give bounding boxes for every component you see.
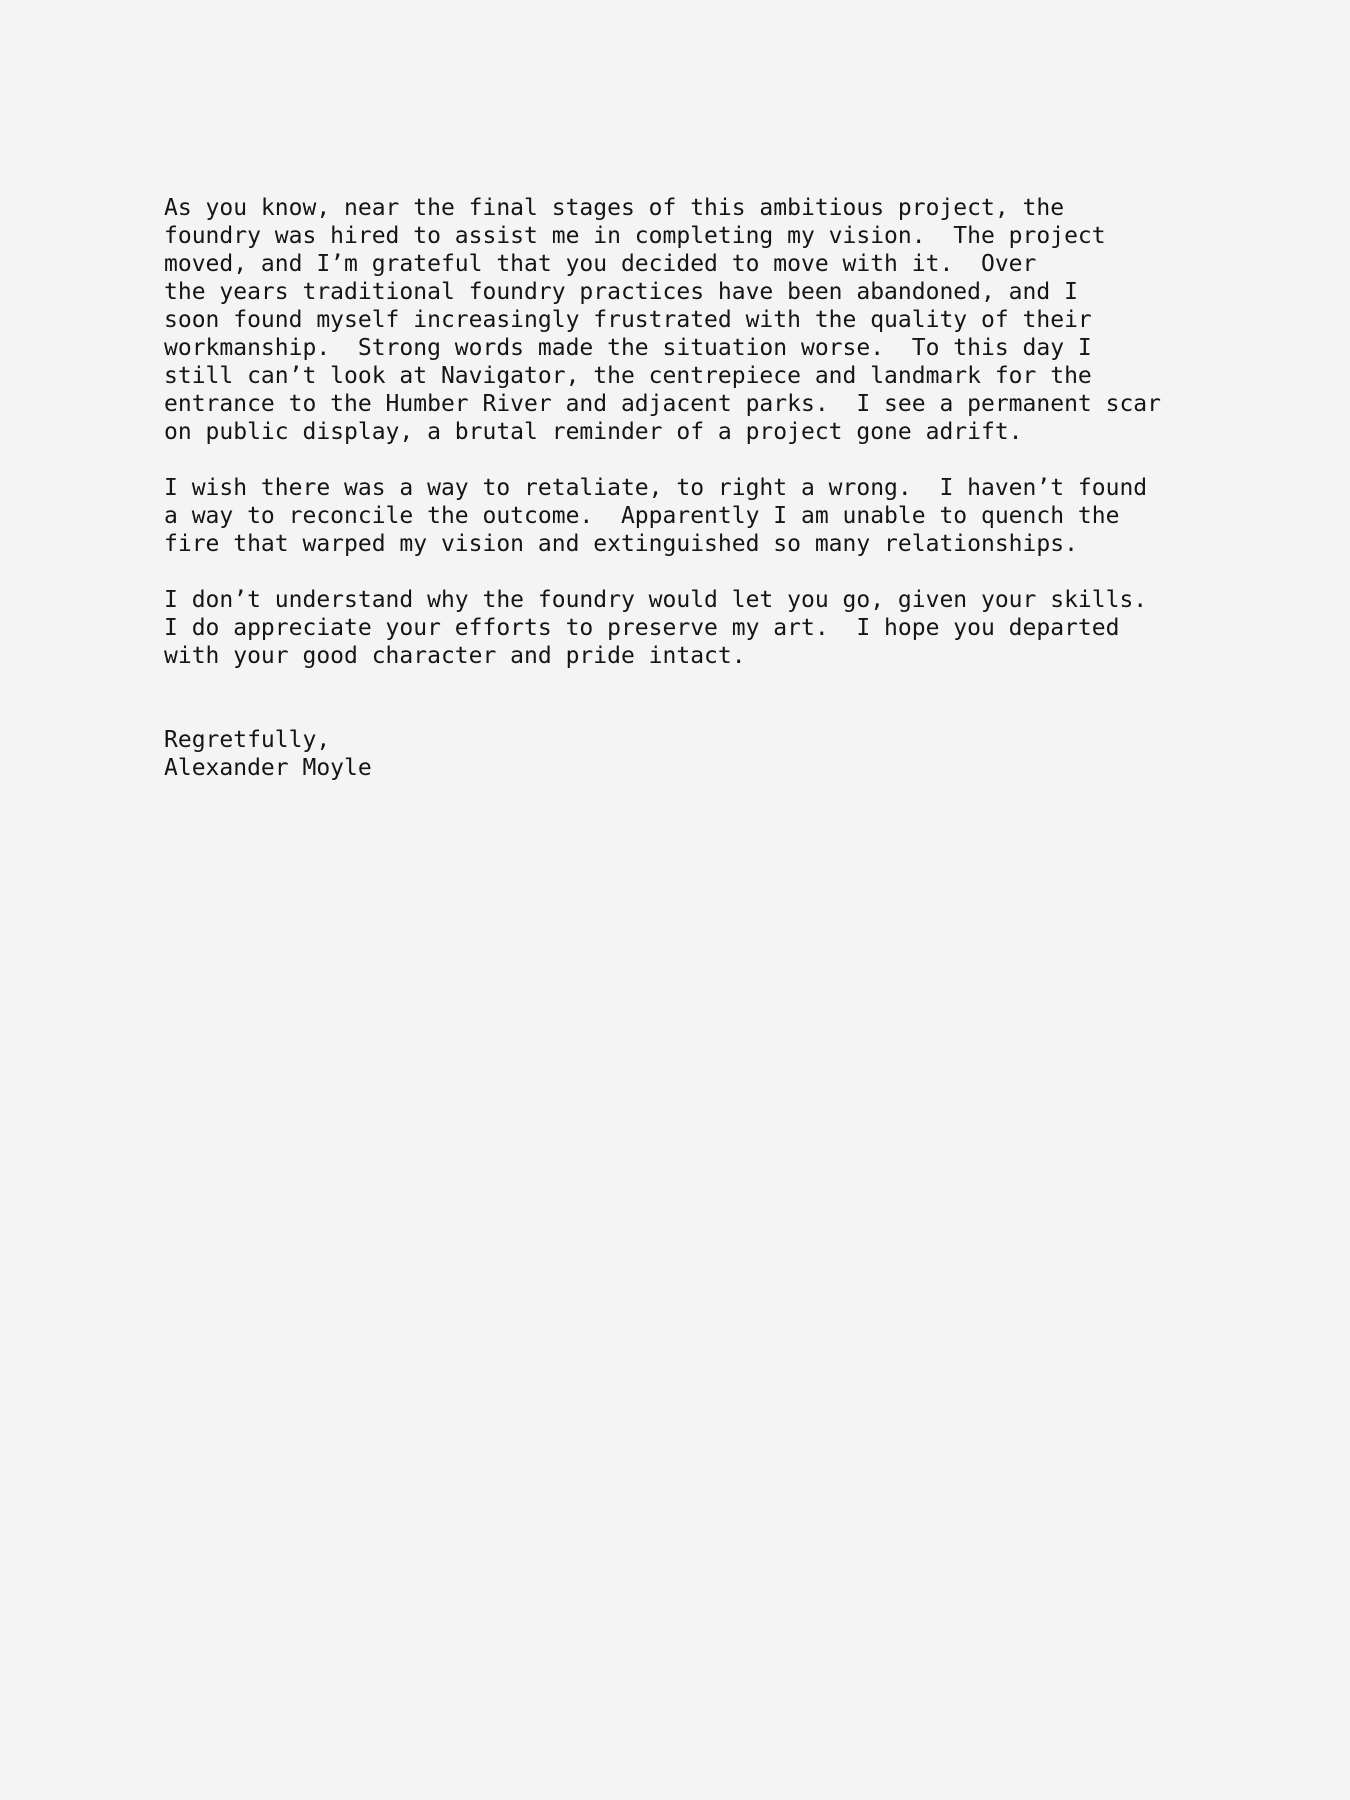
letter-closing-block	[164, 726, 1324, 782]
text-line: foundry was hired to assist me in completing my vision. The project	[164, 223, 1106, 249]
text-line: with your good character and pride intact.	[164, 643, 746, 669]
signature-name: Alexander Moyle	[164, 755, 372, 781]
paragraph-1	[164, 194, 1324, 446]
paragraph-2	[164, 474, 1324, 558]
text-line: I wish there was a way to retaliate, to right a wrong. I haven’t found	[164, 475, 1148, 501]
text-line: soon found myself increasingly frustrated with the quality of their	[164, 307, 1092, 333]
text-line: still can’t look at Navigator, the centrepiece and landmark for the	[164, 363, 1092, 389]
paragraph-3	[164, 586, 1324, 670]
text-line: I don’t understand why the foundry would let you go, given your skills.	[164, 587, 1148, 613]
text-line: As you know, near the final stages of this ambitious project, the	[164, 195, 1065, 221]
text-line: moved, and I’m grateful that you decided to move with it. Over	[164, 251, 1037, 277]
text-line: entrance to the Humber River and adjacent parks. I see a permanent scar	[164, 391, 1161, 417]
closing-text: Regretfully,	[164, 727, 331, 753]
text-line: on public display, a brutal reminder of a project gone adrift.	[164, 419, 1023, 445]
text-line: a way to reconcile the outcome. Apparently I am unable to quench the	[164, 503, 1120, 529]
text-line: workmanship. Strong words made the situation worse. To this day I	[164, 335, 1092, 361]
letter-body	[164, 194, 1324, 782]
text-line: fire that warped my vision and extinguished so many relationships.	[164, 531, 1078, 557]
text-line: the years traditional foundry practices have been abandoned, and I	[164, 279, 1078, 305]
text-line: I do appreciate your efforts to preserve my art. I hope you departed	[164, 615, 1120, 641]
